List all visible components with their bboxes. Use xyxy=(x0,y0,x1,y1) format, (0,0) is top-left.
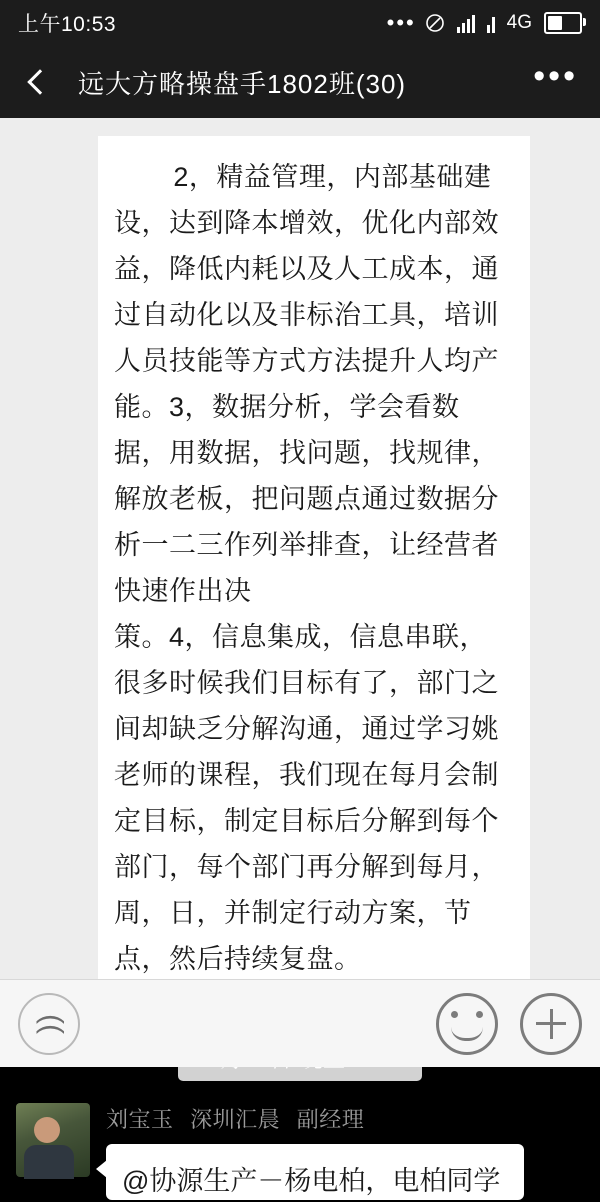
avatar[interactable] xyxy=(16,1103,90,1177)
page-title: 远大方略操盘手1802班(30) xyxy=(78,68,407,99)
message-bubble-incoming[interactable]: @协源生产－杨电柏，电柏同学 xyxy=(106,1144,524,1200)
message-paragraph-2: 能。3，数据分析，学会看数据，用数据，找问题，找规律，解放老板，把问题点通过数据分析一二三作列举排查，让经营者快速作出决 xyxy=(114,392,499,606)
battery-icon xyxy=(544,12,582,34)
signal-strength-icon-2 xyxy=(487,13,495,33)
message-paragraph-1: 2，精益管理，内部基础建设，达到降本增效，优化内部效益，降低内耗以及人工成本，通过自动化以及非标治工具，培训人员技能等方式方法提升人均产 xyxy=(114,162,499,376)
sender-title: 副经理 xyxy=(296,1107,365,1132)
back-chevron-icon[interactable] xyxy=(22,67,52,97)
chat-message-list[interactable] xyxy=(0,118,600,1196)
message-input-bar xyxy=(0,979,600,1067)
network-type-label: 4G xyxy=(506,12,532,33)
voice-input-icon[interactable] xyxy=(18,993,80,1055)
message-bubble-long[interactable] xyxy=(98,136,530,1002)
mute-icon xyxy=(425,13,445,33)
message-row-long-text xyxy=(0,118,600,1002)
signal-strength-icon xyxy=(457,13,475,33)
dots-icon: ••• xyxy=(386,10,416,35)
navigation-bar xyxy=(0,46,600,118)
sender-org: 深圳汇晨 xyxy=(190,1107,281,1132)
sender-name: 刘宝玉 xyxy=(106,1107,174,1132)
status-icons xyxy=(387,12,582,34)
incoming-message-row xyxy=(0,1081,600,1200)
incoming-message-body xyxy=(106,1103,586,1200)
more-options-icon[interactable]: ••• xyxy=(533,57,578,95)
voice-glyph-icon: )) xyxy=(31,1013,65,1034)
emoji-icon[interactable] xyxy=(436,993,498,1055)
plus-icon[interactable] xyxy=(520,993,582,1055)
message-paragraph-3: 策。4，信息集成，信息串联，很多时候我们目标有了，部门之间却缺乏分解沟通，通过学习姚老师的课程，我们现在每月会制定目标，制定目标后分解到每个部门，每个部门再分解到每月，周，日，并制定行动方案，节点，然后持续复盘。 xyxy=(114,622,499,974)
status-bar xyxy=(0,0,600,46)
message-input-field[interactable] xyxy=(96,995,420,1053)
sender-info xyxy=(106,1103,586,1134)
status-time: 上午10:53 xyxy=(18,13,117,36)
